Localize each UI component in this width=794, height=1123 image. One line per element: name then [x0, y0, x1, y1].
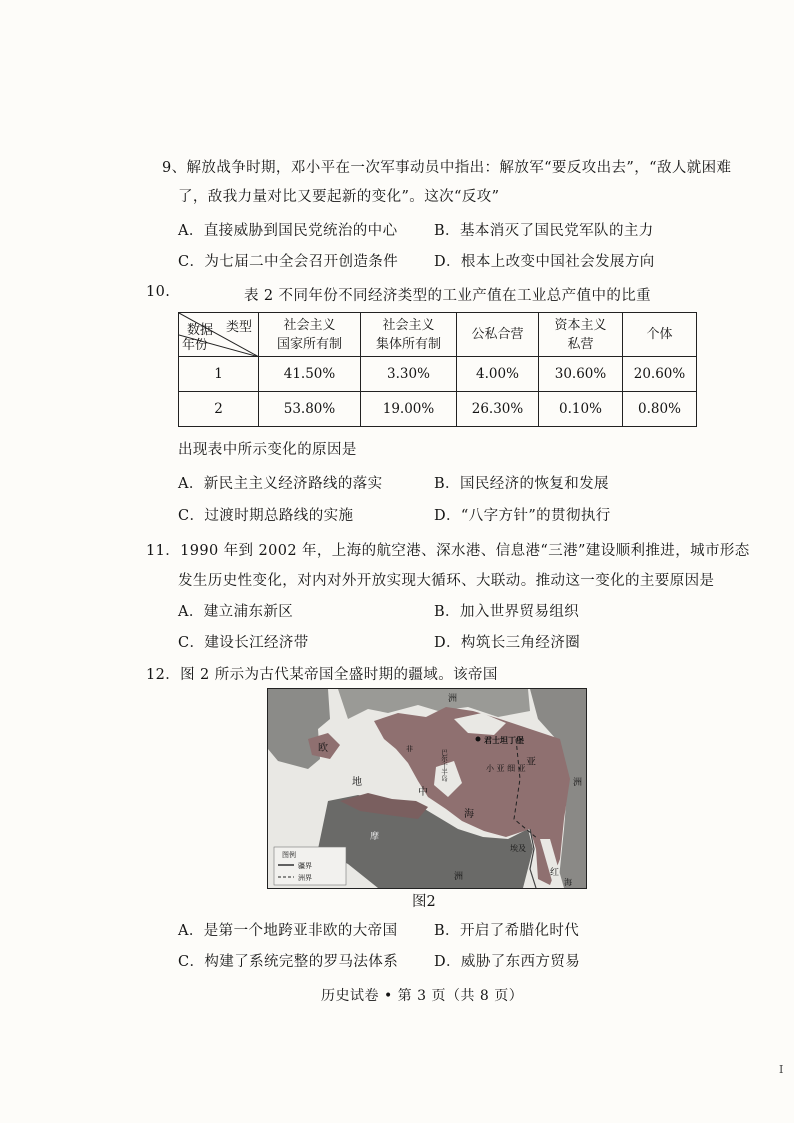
- column-header-joint: 公私合营: [457, 313, 539, 357]
- q11-option-a[interactable]: A．建立浦东新区: [178, 604, 294, 620]
- map-label-asia: 亚: [526, 757, 536, 768]
- map-label-mediterranean-3: 海: [464, 809, 474, 820]
- table-cell: 26.30%: [457, 392, 539, 427]
- q9-option-a[interactable]: A．直接威胁到国民党统治的中心: [178, 223, 398, 239]
- map-label-mediterranean-1: 地: [352, 777, 362, 788]
- map-legend-title: 图例: [282, 851, 296, 859]
- table-cell: 3.30%: [361, 357, 457, 392]
- q10-option-b[interactable]: B．国民经济的恢复和发展: [434, 476, 609, 492]
- map-label-africa: 洲: [454, 872, 464, 882]
- map-label-asia-2: 洲: [573, 778, 583, 788]
- table-row: [179, 357, 697, 392]
- map-label-africa-2: 摩: [370, 832, 380, 842]
- empire-map: [267, 688, 587, 889]
- map-label-red-sea-2: 海: [564, 878, 572, 887]
- q12-stem: 12．图 2 所示为古代某帝国全盛时期的疆域。该帝国: [146, 667, 498, 683]
- table-cell-year: 2: [179, 392, 259, 427]
- corner-year-label: 年份: [182, 338, 209, 353]
- map-label-egypt: 埃及: [510, 844, 526, 853]
- map-legend-border: 疆界: [298, 862, 312, 870]
- map-label-constantinople: 君士坦丁堡: [484, 736, 524, 745]
- table-cell: 41.50%: [259, 357, 361, 392]
- figure-caption: 图2: [412, 894, 436, 910]
- table-cell: 19.00%: [361, 392, 457, 427]
- edge-mark: I: [779, 1063, 784, 1076]
- q10-option-d[interactable]: D．“八字方针”的贯彻执行: [434, 508, 611, 524]
- map-label-africa-3: 非: [406, 745, 413, 753]
- table-cell: 20.60%: [623, 357, 697, 392]
- q10-option-a[interactable]: A．新民主主义经济路线的落实: [178, 476, 383, 492]
- column-header-private: 资本主义 私营: [539, 313, 623, 357]
- q12-option-d[interactable]: D．威胁了东西方贸易: [434, 954, 581, 970]
- q12-option-c[interactable]: C．构建了系统完整的罗马法体系: [178, 954, 399, 970]
- q12-option-a[interactable]: A．是第一个地跨亚非欧的大帝国: [178, 923, 398, 939]
- table-corner-cell: [179, 313, 259, 357]
- map-label-europe2: 洲: [448, 694, 458, 704]
- q11-option-d[interactable]: D．构筑长三角经济圈: [434, 635, 581, 651]
- table-cell: 30.60%: [539, 357, 623, 392]
- page-footer: 历史试卷 • 第 3 页（共 8 页）: [321, 988, 524, 1004]
- map-label-mediterranean-2: 中: [418, 787, 428, 798]
- map-legend-continent: 洲界: [298, 874, 312, 882]
- map-label-balkan: 巴尔干半岛: [440, 749, 448, 782]
- q12-option-b[interactable]: B．开启了希腊化时代: [434, 923, 580, 939]
- table-cell: 0.10%: [539, 392, 623, 427]
- q9-option-d[interactable]: D．根本上改变中国社会发展方向: [434, 254, 655, 270]
- map-label-asia-minor: 小 亚 细 亚: [486, 764, 526, 773]
- q10-stem: 出现表中所示变化的原因是: [178, 442, 357, 458]
- q11-option-b[interactable]: B．加入世界贸易组织: [434, 604, 580, 620]
- column-header-collective: 社会主义 集体所有制: [361, 313, 457, 357]
- empire-map-drawing: [268, 689, 586, 888]
- table-cell: 4.00%: [457, 357, 539, 392]
- q9-option-b[interactable]: B．基本消灭了国民党军队的主力: [434, 223, 654, 239]
- column-header-state: 社会主义 国家所有制: [259, 313, 361, 357]
- economy-share-table: [178, 312, 697, 427]
- q10-option-c[interactable]: C．过渡时期总路线的实施: [178, 508, 354, 524]
- table-cell: 0.80%: [623, 392, 697, 427]
- q9-stem-line1: 9、解放战争时期，邓小平在一次军事动员中指出：解放军“要反攻出去”，“敌人就困难: [162, 160, 732, 176]
- map-label-red-sea: 红: [550, 868, 560, 878]
- q11-stem-line2: 发生历史性变化，对内对外开放实现大循环、大联动。推动这一变化的主要原因是: [178, 573, 715, 589]
- q11-option-c[interactable]: C．建设长江经济带: [178, 635, 309, 651]
- table-cell-year: 1: [179, 357, 259, 392]
- corner-type-label: 类型: [225, 320, 252, 335]
- column-header-individual: 个体: [623, 313, 697, 357]
- q10-number: 10.: [146, 284, 171, 300]
- q10-table-title: 表 2 不同年份不同经济类型的工业产值在工业总产值中的比重: [244, 288, 652, 304]
- q9-option-c[interactable]: C．为七届二中全会召开创造条件: [178, 254, 399, 270]
- corner-data-label: 数据: [187, 323, 214, 338]
- q11-stem-line1: 11．1990 年到 2002 年，上海的航空港、深水港、信息港“三港”建设顺利推进，城市形态: [146, 543, 750, 559]
- table-cell: 53.80%: [259, 392, 361, 427]
- q9-stem-line2: 了，敌我力量对比又要起新的变化”。这次“反攻”: [178, 189, 500, 205]
- map-label-europe: 欧: [318, 743, 328, 754]
- table-row: [179, 392, 697, 427]
